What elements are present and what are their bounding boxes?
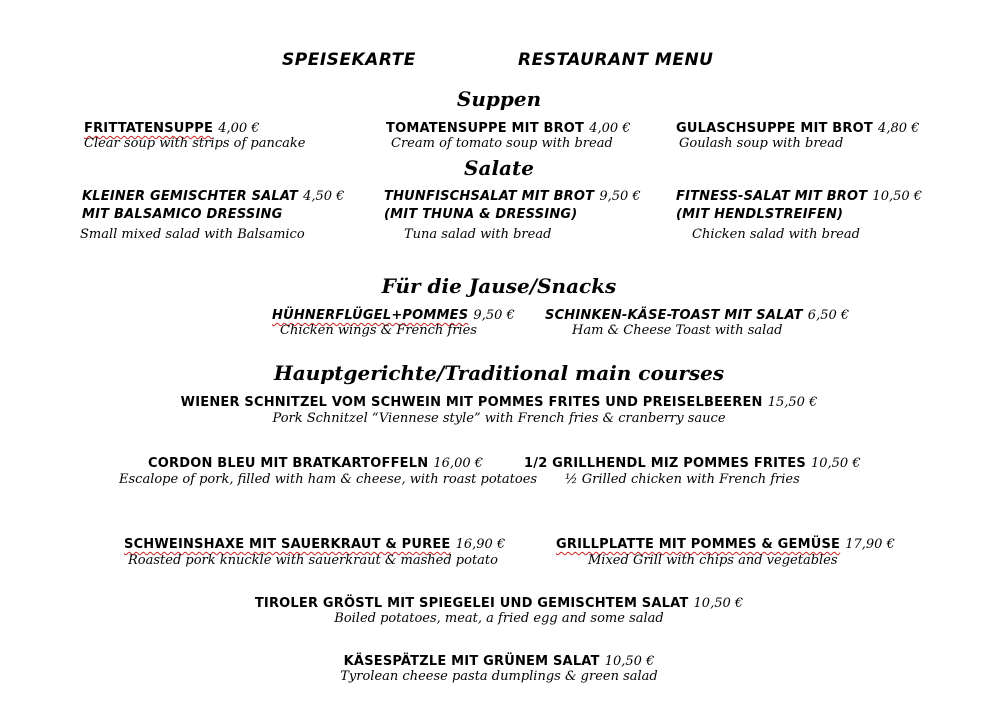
dish-price: 4,80 € xyxy=(878,121,920,136)
dish-price: 4,50 € xyxy=(303,189,345,204)
main-item xyxy=(148,452,483,471)
dish-description: Pork Schnitzel “Viennese style” with French fries & cranberry sauce xyxy=(272,411,726,426)
salad-item xyxy=(82,185,344,204)
snack-item xyxy=(272,304,515,323)
section-title-salads: Salate xyxy=(464,156,534,180)
menu-title-german: SPEISEKARTE xyxy=(282,50,416,70)
dish-name-continued: (MIT THUNA & DRESSING) xyxy=(384,207,578,222)
main-item xyxy=(124,533,505,552)
dish-description: Cream of tomato soup with bread xyxy=(391,136,613,151)
dish-price: 10,50 € xyxy=(810,456,861,471)
dish-description: Boiled potatoes, meat, a fried egg and some salad xyxy=(334,611,664,626)
salad-item xyxy=(384,185,641,204)
dish-price: 10,50 € xyxy=(604,654,655,669)
main-item xyxy=(181,391,818,410)
dish-name: TIROLER GRÖSTL MIT SPIEGELEI UND GEMISCHTEM SALAT xyxy=(254,596,689,611)
main-item xyxy=(556,533,895,552)
dish-description: Ham & Cheese Toast with salad xyxy=(572,323,783,338)
dish-name-continued: (MIT HENDLSTREIFEN) xyxy=(676,207,844,222)
dish-name: WIENER SCHNITZEL VOM SCHWEIN MIT POMMES FRITES UND PREISELBEEREN xyxy=(180,395,763,410)
dish-name: SCHWEINSHAXE MIT SAUERKRAUT & PUREE xyxy=(124,537,451,552)
dish-description: Tyrolean cheese pasta dumplings & green salad xyxy=(340,669,658,684)
snack-item xyxy=(545,304,849,323)
menu-title-english: RESTAURANT MENU xyxy=(518,50,714,70)
section-title-snacks: Für die Jause/Snacks xyxy=(381,274,617,298)
dish-price: 6,50 € xyxy=(807,308,850,323)
dish-description: Escalope of pork, filled with ham & cheese, with roast potatoes xyxy=(119,472,538,487)
dish-price: 9,50 € xyxy=(599,189,641,204)
soup-item xyxy=(84,117,260,136)
dish-name: KÄSESPÄTZLE MIT GRÜNEM SALAT xyxy=(343,654,600,669)
dish-name: FITNESS-SALAT MIT BROT xyxy=(676,189,868,204)
dish-name: FRITTATENSUPPE xyxy=(84,121,214,136)
soup-item xyxy=(386,117,631,136)
dish-name: HÜHNERFLÜGEL+POMMES xyxy=(272,308,469,323)
dish-description: Mixed Grill with chips and vegetables xyxy=(588,553,838,568)
dish-description: ½ Grilled chicken with French fries xyxy=(565,472,800,487)
soup-item xyxy=(676,117,919,136)
section-title-main-courses: Hauptgerichte/Traditional main courses xyxy=(273,361,725,385)
dish-name: GULASCHSUPPE MIT BROT xyxy=(676,121,873,136)
dish-price: 16,00 € xyxy=(433,456,484,471)
dish-description: Chicken salad with bread xyxy=(692,227,860,242)
dish-price: 16,90 € xyxy=(455,537,506,552)
main-item xyxy=(524,452,861,471)
dish-name: 1/2 GRILLHENDL MIZ POMMES FRITES xyxy=(524,456,806,471)
dish-name: KLEINER GEMISCHTER SALAT xyxy=(82,189,298,204)
dish-description: Goulash soup with bread xyxy=(679,136,844,151)
dish-name: TOMATENSUPPE MIT BROT xyxy=(386,121,585,136)
dish-name: GRILLPLATTE MIT POMMES & GEMÜSE xyxy=(556,537,841,552)
dish-price: 4,00 € xyxy=(218,121,260,136)
salad-item xyxy=(676,185,922,204)
dish-price: 10,50 € xyxy=(693,596,744,611)
dish-price: 10,50 € xyxy=(872,189,923,204)
dish-description: Small mixed salad with Balsamico xyxy=(80,227,305,242)
dish-name: SCHINKEN-KÄSE-TOAST MIT SALAT xyxy=(545,308,803,323)
dish-name: THUNFISCHSALAT MIT BROT xyxy=(384,189,595,204)
main-item xyxy=(344,650,655,669)
dish-name-continued: MIT BALSAMICO DRESSING xyxy=(82,207,283,222)
dish-description: Tuna salad with bread xyxy=(404,227,552,242)
dish-description: Clear soup with strips of pancake xyxy=(84,136,306,151)
dish-price: 4,00 € xyxy=(589,121,631,136)
main-item xyxy=(255,592,743,611)
dish-price: 9,50 € xyxy=(473,308,515,323)
section-title-soups: Suppen xyxy=(456,87,542,111)
dish-name: CORDON BLEU MIT BRATKARTOFFELN xyxy=(148,456,429,471)
dish-description: Chicken wings & French fries xyxy=(280,323,477,338)
dish-price: 17,90 € xyxy=(845,537,895,552)
dish-price: 15,50 € xyxy=(767,395,818,410)
dish-description: Roasted pork knuckle with sauerkraut & mashed potato xyxy=(128,553,498,568)
